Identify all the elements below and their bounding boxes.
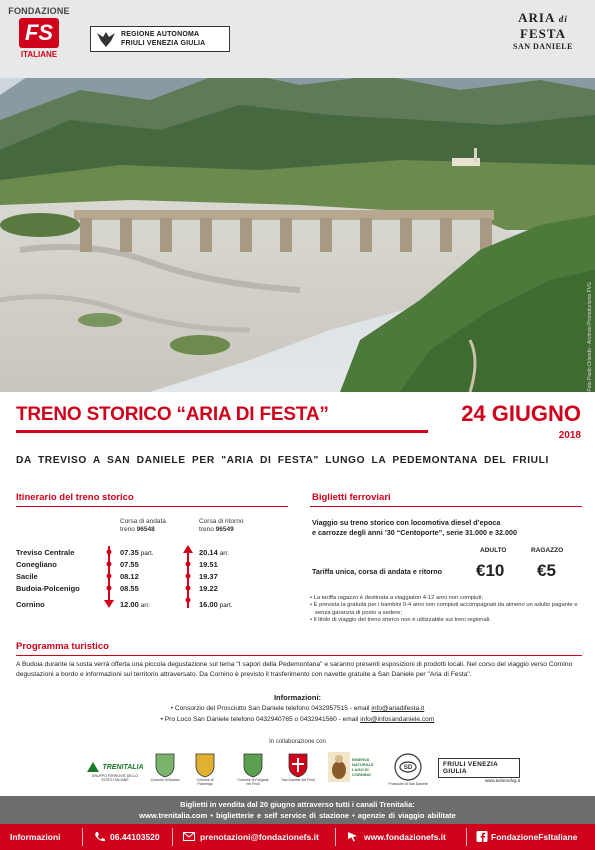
tickets-rule [310,506,582,507]
email-link[interactable]: info@infosandaniele.com [360,716,435,723]
facebook-icon [476,831,488,842]
tickets-notes [310,595,586,624]
andata-column-header: Corsa di andata treno 96548 [120,518,166,533]
mail-icon [183,831,195,842]
andata-time: 07.35 part. [120,548,154,557]
informazioni-heading: Informazioni: [273,693,322,702]
contact-footer [0,824,595,850]
ritorno-time: 19.37 [199,572,218,581]
cursor-icon [347,831,359,842]
fondazione-fs-logo [6,6,72,68]
fs-logo-mark: FS [19,18,59,48]
crest-forgaria: Comune di Forgaria nel Friuli [236,752,270,786]
trenitalia-logo: TRENITALIA GRUPPO FERROVIE DELLO STATO ITALIANE [86,752,144,782]
ticket-note: • È prevista la gratuità per i bambini 0-4 anni non compiuti accompagnati da almeno un adulto pagante e senza garanzia di posto a sedere; [310,602,578,616]
email-link[interactable]: info@ariadifesta.it [371,705,425,712]
event-year: 2018 [558,430,581,441]
prosciutto-logo: SD Prosciutto di San Daniele [388,752,428,786]
tickets-heading: Biglietti ferroviari [312,492,391,503]
aria-logo-line1: ARIA [518,10,555,25]
info-label: Informazioni [10,832,61,842]
lago-cornino-logo: RISERVA NATURALE LAGO DI CORNINO [328,752,380,782]
sales-footer [0,796,595,824]
fs-logo-top: FONDAZIONE [8,6,70,16]
programma-text: A Budoia durante la sosta verrà offerta una piccola degustazione sul tema "I sapori della Pedemontana" e saranno presenti esposizioni di prodotti locali. Nel corso del viaggio verso Cornino degustazioni a bordo e informazioni sul territorio attraversato. Da Cornino è previsto il trasferimento con navette gratuite a San Daniele per "Aria di Festa". [16,661,573,678]
itinerary-heading: Itinerario del treno storico [16,492,134,503]
child-column-header: RAGAZZO [531,547,564,554]
footer-divider [335,828,336,846]
aria-logo-di: di [558,14,568,24]
ritorno-time: 20.14 arr. [199,548,229,557]
trenitalia-icon [86,760,100,774]
region-line-2: FRIULI VENEZIA GIULIA [121,40,206,47]
crest-icon [194,752,216,778]
header-bar [0,0,595,78]
email-link[interactable]: prenotazioni@fondazionefs.it [200,832,319,842]
footer-divider [466,828,467,846]
programma-rule [16,655,582,656]
ritorno-time: 19.51 [199,560,218,569]
prosciutto-seal-icon [391,752,425,782]
aria-di-festa-logo [503,10,583,51]
ritorno-direction-arrow [182,544,194,610]
event-date: 24 GIUGNO [461,401,581,426]
adult-column-header: ADULTO [480,547,507,554]
andata-direction-arrow [103,544,115,610]
sales-line: Biglietti in vendita dal 20 giugno attraverso tutti i canali Trenitalia: [180,800,415,809]
crest-san-daniele: San Daniele del Friuli [280,752,316,782]
andata-time: 08.55 [120,584,139,593]
stop-name: Cornino [16,600,45,609]
crest-polcenigo: Comune di Polcenigo [190,752,220,786]
eagle-icon [95,29,117,49]
info-contact-line: • Consorzio del Prosciutto San Daniele telefono 0432957515 - email info@ariadifesta.it [170,705,425,712]
phone-icon [94,831,106,842]
andata-time: 07.55 [120,560,139,569]
svg-text:SD: SD [403,765,413,771]
aria-logo-line3: SAN DANIELE [513,42,573,51]
sales-channels: www.trenitalia.com • biglietterie e self service di stazione • agenzie di viaggio abilitate [139,811,456,820]
website-link[interactable]: www.fondazionefs.it [364,832,446,842]
andata-time: 08.12 [120,572,139,581]
turismo-fvg-logo: FRIULI VENEZIA GIULIA www.turismofvg.it [438,758,520,783]
fare-label: Tariffa unica, corsa di andata e ritorno [312,567,443,576]
footer-divider [82,828,83,846]
andata-time: 12.00 arr. [120,600,150,609]
collaboration-label: In collaborazione con [269,739,326,745]
footer-divider [172,828,173,846]
programma-heading: Programma turistico [16,641,109,652]
crest-icon [154,752,176,778]
title-underline [16,430,428,433]
regione-fvg-logo [90,26,230,52]
ritorno-time: 16.00 part. [199,600,233,609]
region-line-1: REGIONE AUTONOMA [121,31,200,38]
phone-number[interactable]: 06.44103520 [110,832,160,842]
tickets-description: Viaggio su treno storico con locomotiva diesel d’epoca e carrozze degli anni ’30 “Centoporte”, serie 31.000 e 32.000 [312,518,517,537]
ticket-note: • Il titolo di viaggio del treno storico non è utilizzabile sui treni regionali. [310,616,491,623]
fs-logo-bottom: ITALIANE [20,50,58,59]
subtitle: DA TREVISO A SAN DANIELE PER "ARIA DI FESTA" LUNGO LA PEDEMONTANA DEL FRIULI [16,455,549,466]
vulture-icon [328,752,350,782]
crest-icon [287,752,309,778]
stop-name: Budoia-Polcenigo [16,584,80,593]
info-contact-line: • Pro Loco San Daniele telefono 0432940765 o 0432941560 - email info@infosandaniele.com [160,716,435,723]
ticket-note: • La tariffa ragazzo è destinata a viaggiatori 4-12 anni non compiuti; [310,595,484,601]
itinerary-rule [16,506,288,507]
adult-price: €10 [476,561,505,580]
stop-name: Sacile [16,572,38,581]
ritorno-column-header: Corsa di ritorno treno 96549 [199,518,244,533]
photo-credit: Foto Paolo Orlando · Archivio Promoturismo FVG [587,282,593,392]
facebook-link[interactable]: FondazioneFsItaliane [491,832,578,842]
stop-name: Conegliano [16,560,57,569]
aria-logo-line2: FESTA [520,26,566,41]
crest-icon [242,752,264,778]
stop-name: Treviso Centrale [16,548,75,557]
crest-budoia: Comune di Budoia [150,752,180,782]
page-title: TRENO STORICO “ARIA DI FESTA” [16,404,329,425]
child-price: €5 [537,561,556,580]
ritorno-time: 19.22 [199,584,218,593]
